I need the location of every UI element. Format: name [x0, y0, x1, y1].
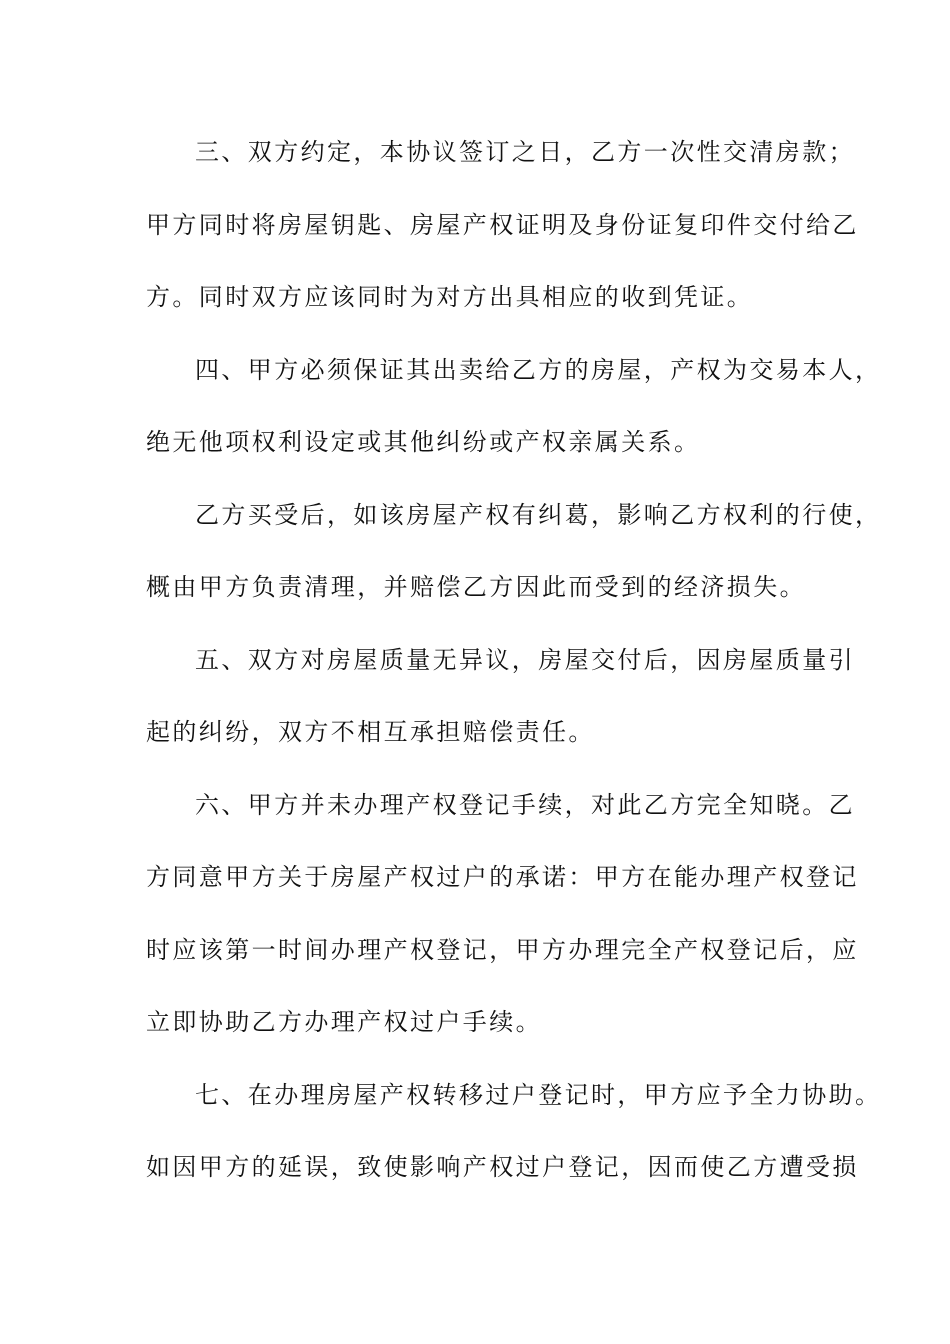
text-line: 五、双方对房屋质量无异议，房屋交付后，因房屋质量引	[195, 645, 855, 674]
text-line: 起的纠纷，双方不相互承担赔偿责任。	[146, 718, 595, 746]
document-body	[146, 127, 882, 1215]
text-line: 三、双方约定，本协议签订之日，乙方一次性交清房款；	[195, 138, 855, 166]
text-line: 概由甲方负责清理，并赔偿乙方因此而受到的经济损失。	[146, 573, 806, 601]
text-line: 绝无他项权利设定或其他纠纷或产权亲属关系。	[146, 428, 701, 456]
text-line: 七、在办理房屋产权转移过户登记时，甲方应予全力协助。	[195, 1080, 882, 1109]
text-line: 方。同时双方应该同时为对方出具相应的收到凭证。	[146, 283, 754, 311]
text-line: 六、甲方并未办理产权登记手续，对此乙方完全知晓。乙	[195, 790, 855, 819]
text-line: 甲方同时将房屋钥匙、房屋产权证明及身份证复印件交付给乙	[146, 210, 859, 239]
text-line: 乙方买受后，如该房屋产权有纠葛，影响乙方权利的行使，	[195, 500, 882, 529]
text-line: 立即协助乙方办理产权过户手续。	[146, 1008, 542, 1036]
text-line: 如因甲方的延误，致使影响产权过户登记，因而使乙方遭受损	[146, 1153, 859, 1181]
text-line: 时应该第一时间办理产权登记，甲方办理完全产权登记后，应	[146, 935, 859, 964]
text-line: 四、甲方必须保证其出卖给乙方的房屋，产权为交易本人，	[195, 355, 882, 384]
text-line: 方同意甲方关于房屋产权过户的承诺：甲方在能办理产权登记	[146, 863, 859, 891]
